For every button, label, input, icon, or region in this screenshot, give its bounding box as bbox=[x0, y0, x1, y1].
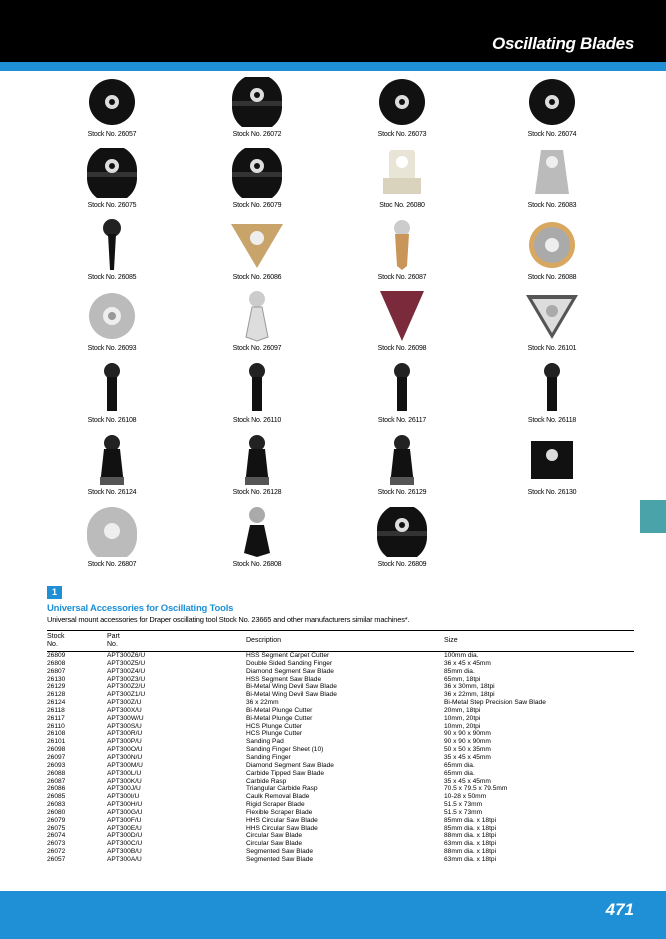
product-card bbox=[192, 361, 322, 429]
cell-part-no: APT300Z4/U bbox=[107, 667, 146, 675]
cell-size: 65mm dia. bbox=[444, 769, 475, 777]
cell-description: Bi-Metal Plunge Cutter bbox=[246, 706, 313, 714]
product-card bbox=[337, 289, 467, 357]
cell-stock-no: 26093 bbox=[47, 761, 66, 769]
cell-stock-no: 26079 bbox=[47, 816, 66, 824]
cell-stock-no: 26098 bbox=[47, 746, 66, 754]
cell-part-no: APT300Z2/U bbox=[107, 683, 146, 691]
cell-description: HSS Segment Carpet Cutter bbox=[246, 652, 330, 659]
cell-stock-no: 26097 bbox=[47, 753, 66, 761]
cell-size: 50 x 50 x 35mm bbox=[444, 746, 491, 754]
cell-size: 65mm dia. bbox=[444, 761, 475, 769]
cell-stock-no: 26085 bbox=[47, 793, 66, 801]
product-image bbox=[224, 433, 290, 487]
cell-size: 63mm dia. x 18tpi bbox=[444, 840, 497, 848]
cell-stock-no: 26074 bbox=[47, 832, 66, 840]
table-row bbox=[47, 832, 634, 840]
table-row bbox=[47, 801, 634, 809]
table-row bbox=[47, 778, 634, 786]
cell-stock-no: 26130 bbox=[47, 675, 66, 683]
product-image bbox=[519, 75, 585, 129]
cell-stock-no: 26117 bbox=[47, 714, 65, 722]
cell-size: 90 x 90 x 90mm bbox=[444, 738, 491, 746]
section-intro: Universal mount accessories for Draper oscillating tool Stock No. 23665 and other manufacturers similar machines*. bbox=[47, 615, 410, 624]
cell-description: HHS Circular Saw Blade bbox=[246, 816, 318, 824]
cell-description: Sanding Finger Sheet (10) bbox=[246, 746, 324, 754]
cell-description: Diamond Segment Saw Blade bbox=[246, 667, 334, 675]
page-number: 471 bbox=[605, 900, 634, 919]
product-image bbox=[79, 218, 145, 272]
cell-stock-no: 26809 bbox=[47, 652, 66, 659]
header-part bbox=[107, 633, 120, 649]
product-image bbox=[519, 361, 585, 415]
cell-size: 85mm dia. x 18tpi bbox=[444, 824, 497, 832]
cell-stock-no: 26057 bbox=[47, 855, 66, 863]
cell-stock-no: 26108 bbox=[47, 730, 66, 738]
product-image bbox=[369, 361, 435, 415]
product-stock-label: Stock No. 26130 bbox=[527, 489, 577, 496]
cell-description: Segmented Saw Blade bbox=[246, 848, 314, 856]
header-part-line1: Part bbox=[107, 633, 120, 640]
product-image bbox=[79, 505, 145, 559]
product-card bbox=[487, 146, 617, 214]
cell-stock-no: 26128 bbox=[47, 691, 66, 699]
table-row bbox=[47, 840, 634, 848]
cell-part-no: APT300B/U bbox=[107, 848, 142, 856]
cell-part-no: APT300I/U bbox=[107, 793, 140, 801]
cell-description: Circular Saw Blade bbox=[246, 840, 303, 848]
cell-size: 51.5 x 73mm bbox=[444, 808, 483, 816]
product-stock-label: Stock No. 26098 bbox=[377, 345, 427, 352]
product-card bbox=[192, 505, 322, 573]
header-stock-line1: Stock bbox=[47, 633, 65, 640]
cell-size: 85mm dia. bbox=[444, 667, 475, 675]
cell-stock-no: 26072 bbox=[47, 848, 66, 856]
cell-size: 35 x 45 x 45mm bbox=[444, 777, 491, 785]
table-row bbox=[47, 699, 634, 707]
product-stock-label: Stock No. 26129 bbox=[377, 489, 427, 496]
header-part-line2: No. bbox=[107, 641, 118, 648]
product-card bbox=[487, 75, 617, 143]
cell-description: HCS Plunge Cutter bbox=[246, 722, 303, 730]
cell-description: HSS Segment Saw Blade bbox=[246, 675, 322, 683]
cell-size: 63mm dia. x 18tpi bbox=[444, 855, 497, 863]
cell-size: 88mm dia. x 18tpi bbox=[444, 832, 497, 840]
cell-description: Flexible Scraper Blade bbox=[246, 808, 313, 816]
product-stock-label: Stock No. 26124 bbox=[87, 489, 137, 496]
table-row bbox=[47, 738, 634, 746]
cell-description: Carbide Rasp bbox=[246, 777, 287, 785]
cell-description: Bi-Metal Wing Devil Saw Blade bbox=[246, 691, 337, 699]
table-row bbox=[47, 652, 634, 660]
product-stock-label: Stock No. 26083 bbox=[527, 202, 577, 209]
cell-description: Sanding Finger bbox=[246, 753, 291, 761]
cell-size: 70.5 x 79.5 x 79.5mm bbox=[444, 785, 508, 793]
table-row bbox=[47, 707, 634, 715]
product-stock-label: Stock No. 26097 bbox=[232, 345, 282, 352]
product-stock-label: Stock No. 26087 bbox=[377, 274, 427, 281]
section-number-badge: 1 bbox=[47, 586, 62, 599]
product-image bbox=[224, 75, 290, 129]
product-stock-label: Stock No. 26079 bbox=[232, 202, 282, 209]
product-image bbox=[79, 289, 145, 343]
product-card bbox=[192, 218, 322, 286]
page-title: Oscillating Blades bbox=[492, 34, 634, 53]
product-card bbox=[487, 433, 617, 501]
product-image bbox=[369, 75, 435, 129]
cell-size: 100mm dia. bbox=[444, 652, 479, 659]
table-row bbox=[47, 660, 634, 668]
product-card bbox=[47, 505, 177, 573]
product-image bbox=[79, 433, 145, 487]
cell-part-no: APT300P/U bbox=[107, 738, 142, 746]
cell-part-no: APT300C/U bbox=[107, 840, 143, 848]
product-stock-label: Stock No. 26117 bbox=[377, 417, 427, 424]
header-size: Size bbox=[444, 637, 458, 644]
product-stock-label: Stoc No. 26080 bbox=[379, 202, 425, 209]
cell-description: Segmented Saw Blade bbox=[246, 855, 314, 863]
product-card bbox=[337, 505, 467, 573]
cell-size: 10mm, 20tpi bbox=[444, 722, 481, 730]
product-image bbox=[79, 75, 145, 129]
cell-part-no: APT300Z5/U bbox=[107, 659, 146, 667]
cell-part-no: APT300J/U bbox=[107, 785, 141, 793]
cell-part-no: APT300Z6/U bbox=[107, 652, 146, 659]
cell-description: Circular Saw Blade bbox=[246, 832, 303, 840]
table-body bbox=[47, 652, 634, 864]
table-row bbox=[47, 683, 634, 691]
cell-description: Bi-Metal Wing Devil Saw Blade bbox=[246, 683, 337, 691]
product-image bbox=[519, 433, 585, 487]
product-card bbox=[47, 433, 177, 501]
table-row bbox=[47, 723, 634, 731]
product-card bbox=[192, 146, 322, 214]
product-card bbox=[337, 75, 467, 143]
cell-stock-no: 26073 bbox=[47, 840, 66, 848]
cell-description: Carbide Tipped Saw Blade bbox=[246, 769, 325, 777]
cell-stock-no: 26124 bbox=[47, 699, 66, 707]
cell-size: 51.5 x 73mm bbox=[444, 801, 483, 809]
product-stock-label: Stock No. 26072 bbox=[232, 131, 282, 138]
cell-size: 36 x 22mm, 18tpi bbox=[444, 691, 495, 699]
cell-part-no: APT300A/U bbox=[107, 855, 142, 863]
table-row bbox=[47, 676, 634, 684]
cell-part-no: APT300E/U bbox=[107, 824, 142, 832]
product-image bbox=[79, 146, 145, 200]
cell-stock-no: 26088 bbox=[47, 769, 66, 777]
cell-description: Diamond Segment Saw Blade bbox=[246, 761, 334, 769]
cell-part-no: APT300S/U bbox=[107, 722, 142, 730]
product-stock-label: Stock No. 26093 bbox=[87, 345, 137, 352]
product-stock-label: Stock No. 26074 bbox=[527, 131, 577, 138]
table-row bbox=[47, 809, 634, 817]
cell-stock-no: 26101 bbox=[47, 738, 66, 746]
cell-size: 35 x 45 x 45mm bbox=[444, 753, 491, 761]
cell-stock-no: 26083 bbox=[47, 801, 66, 809]
cell-size: 85mm dia. x 18tpi bbox=[444, 816, 497, 824]
table-row bbox=[47, 785, 634, 793]
cell-size: Bi-Metal Step Precision Saw Blade bbox=[444, 699, 546, 707]
cell-part-no: APT300M/U bbox=[107, 761, 143, 769]
product-card bbox=[337, 361, 467, 429]
cell-size: 20mm, 18tpi bbox=[444, 706, 481, 714]
section-title: Universal Accessories for Oscillating Tools bbox=[47, 603, 234, 614]
cell-part-no: APT300L/U bbox=[107, 769, 142, 777]
product-stock-label: Stock No. 26110 bbox=[232, 417, 282, 424]
table-row bbox=[47, 848, 634, 856]
cell-size: 65mm, 18tpi bbox=[444, 675, 481, 683]
cell-part-no: APT300Z/U bbox=[107, 699, 142, 707]
cell-part-no: APT300O/U bbox=[107, 746, 143, 754]
product-stock-label: Stock No. 26088 bbox=[527, 274, 577, 281]
product-card bbox=[47, 75, 177, 143]
product-stock-label: Stock No. 26057 bbox=[87, 131, 137, 138]
cell-stock-no: 26087 bbox=[47, 777, 66, 785]
cell-stock-no: 26086 bbox=[47, 785, 66, 793]
cell-stock-no: 26807 bbox=[47, 667, 66, 675]
product-image bbox=[224, 218, 290, 272]
product-image bbox=[519, 289, 585, 343]
cell-description: Sanding Pad bbox=[246, 738, 284, 746]
product-stock-label: Stock No. 26118 bbox=[527, 417, 577, 424]
cell-size: 10-28 x 50mm bbox=[444, 793, 487, 801]
product-card bbox=[337, 218, 467, 286]
product-card bbox=[47, 361, 177, 429]
product-stock-label: Stock No. 26073 bbox=[377, 131, 427, 138]
table-row bbox=[47, 770, 634, 778]
table-row bbox=[47, 754, 634, 762]
cell-description: HCS Plunge Cutter bbox=[246, 730, 303, 738]
cell-part-no: APT300F/U bbox=[107, 816, 142, 824]
product-image bbox=[369, 289, 435, 343]
table-row bbox=[47, 715, 634, 723]
header-stock bbox=[47, 633, 65, 649]
cell-size: 36 x 45 x 45mm bbox=[444, 659, 491, 667]
cell-stock-no: 26129 bbox=[47, 683, 66, 691]
product-image bbox=[369, 218, 435, 272]
product-card bbox=[47, 289, 177, 357]
product-image bbox=[519, 218, 585, 272]
product-card bbox=[337, 433, 467, 501]
cell-size: 88mm dia. x 18tpi bbox=[444, 848, 497, 856]
page-footer bbox=[0, 891, 666, 939]
product-stock-label: Stock No. 26075 bbox=[87, 202, 137, 209]
cell-part-no: APT300Z1/U bbox=[107, 691, 146, 699]
header-stock-line2: No. bbox=[47, 641, 58, 648]
product-image bbox=[369, 505, 435, 559]
table-row bbox=[47, 817, 634, 825]
product-image bbox=[224, 289, 290, 343]
cell-description: Triangular Carbide Rasp bbox=[246, 785, 318, 793]
product-image bbox=[224, 361, 290, 415]
cell-stock-no: 26080 bbox=[47, 808, 66, 816]
product-stock-label: Stock No. 26809 bbox=[377, 561, 427, 568]
product-stock-label: Stock No. 26101 bbox=[527, 345, 577, 352]
product-stock-label: Stock No. 26807 bbox=[87, 561, 137, 568]
product-image bbox=[369, 146, 435, 200]
cell-part-no: APT300Z3/U bbox=[107, 675, 146, 683]
cell-stock-no: 26110 bbox=[47, 722, 65, 730]
product-card bbox=[487, 361, 617, 429]
cell-size: 90 x 90 x 90mm bbox=[444, 730, 491, 738]
product-card bbox=[487, 218, 617, 286]
cell-stock-no: 26118 bbox=[47, 706, 65, 714]
product-stock-label: Stock No. 26808 bbox=[232, 561, 282, 568]
table-row bbox=[47, 691, 634, 699]
cell-description: Bi-Metal Plunge Cutter bbox=[246, 714, 313, 722]
product-stock-label: Stock No. 26085 bbox=[87, 274, 137, 281]
product-image bbox=[79, 361, 145, 415]
table-row bbox=[47, 793, 634, 801]
cell-size: 36 x 30mm, 18tpi bbox=[444, 683, 495, 691]
cell-description: HHS Circular Saw Blade bbox=[246, 824, 318, 832]
product-card bbox=[192, 75, 322, 143]
cell-part-no: APT300H/U bbox=[107, 801, 143, 809]
table-row bbox=[47, 746, 634, 754]
cell-stock-no: 26808 bbox=[47, 659, 66, 667]
product-table bbox=[47, 630, 634, 864]
cell-description: 36 x 22mm bbox=[246, 699, 279, 707]
product-card bbox=[487, 289, 617, 357]
product-stock-label: Stock No. 26086 bbox=[232, 274, 282, 281]
table-row bbox=[47, 762, 634, 770]
cell-description: Caulk Removal Blade bbox=[246, 793, 310, 801]
cell-part-no: APT300D/U bbox=[107, 832, 143, 840]
cell-part-no: APT300N/U bbox=[107, 753, 143, 761]
product-card bbox=[192, 289, 322, 357]
product-stock-label: Stock No. 26108 bbox=[87, 417, 137, 424]
cell-part-no: APT300W/U bbox=[107, 714, 144, 722]
table-row bbox=[47, 730, 634, 738]
product-stock-label: Stock No. 26128 bbox=[232, 489, 282, 496]
cell-part-no: APT300G/U bbox=[107, 808, 143, 816]
cell-description: Double Sided Sanding Finger bbox=[246, 659, 333, 667]
product-card bbox=[192, 433, 322, 501]
table-row bbox=[47, 825, 634, 833]
product-image bbox=[224, 146, 290, 200]
product-image bbox=[369, 433, 435, 487]
product-card bbox=[337, 146, 467, 214]
table-header bbox=[47, 631, 634, 652]
cell-part-no: APT300K/U bbox=[107, 777, 142, 785]
product-card bbox=[47, 218, 177, 286]
product-image bbox=[224, 505, 290, 559]
cell-part-no: APT300X/U bbox=[107, 706, 142, 714]
table-row bbox=[47, 856, 634, 864]
table-row bbox=[47, 668, 634, 676]
product-card bbox=[47, 146, 177, 214]
cell-size: 10mm, 20tpi bbox=[444, 714, 481, 722]
header-description: Description bbox=[246, 637, 282, 644]
cell-description: Rigid Scraper Blade bbox=[246, 801, 305, 809]
cell-part-no: APT300R/U bbox=[107, 730, 143, 738]
cell-stock-no: 26075 bbox=[47, 824, 66, 832]
product-image bbox=[519, 146, 585, 200]
